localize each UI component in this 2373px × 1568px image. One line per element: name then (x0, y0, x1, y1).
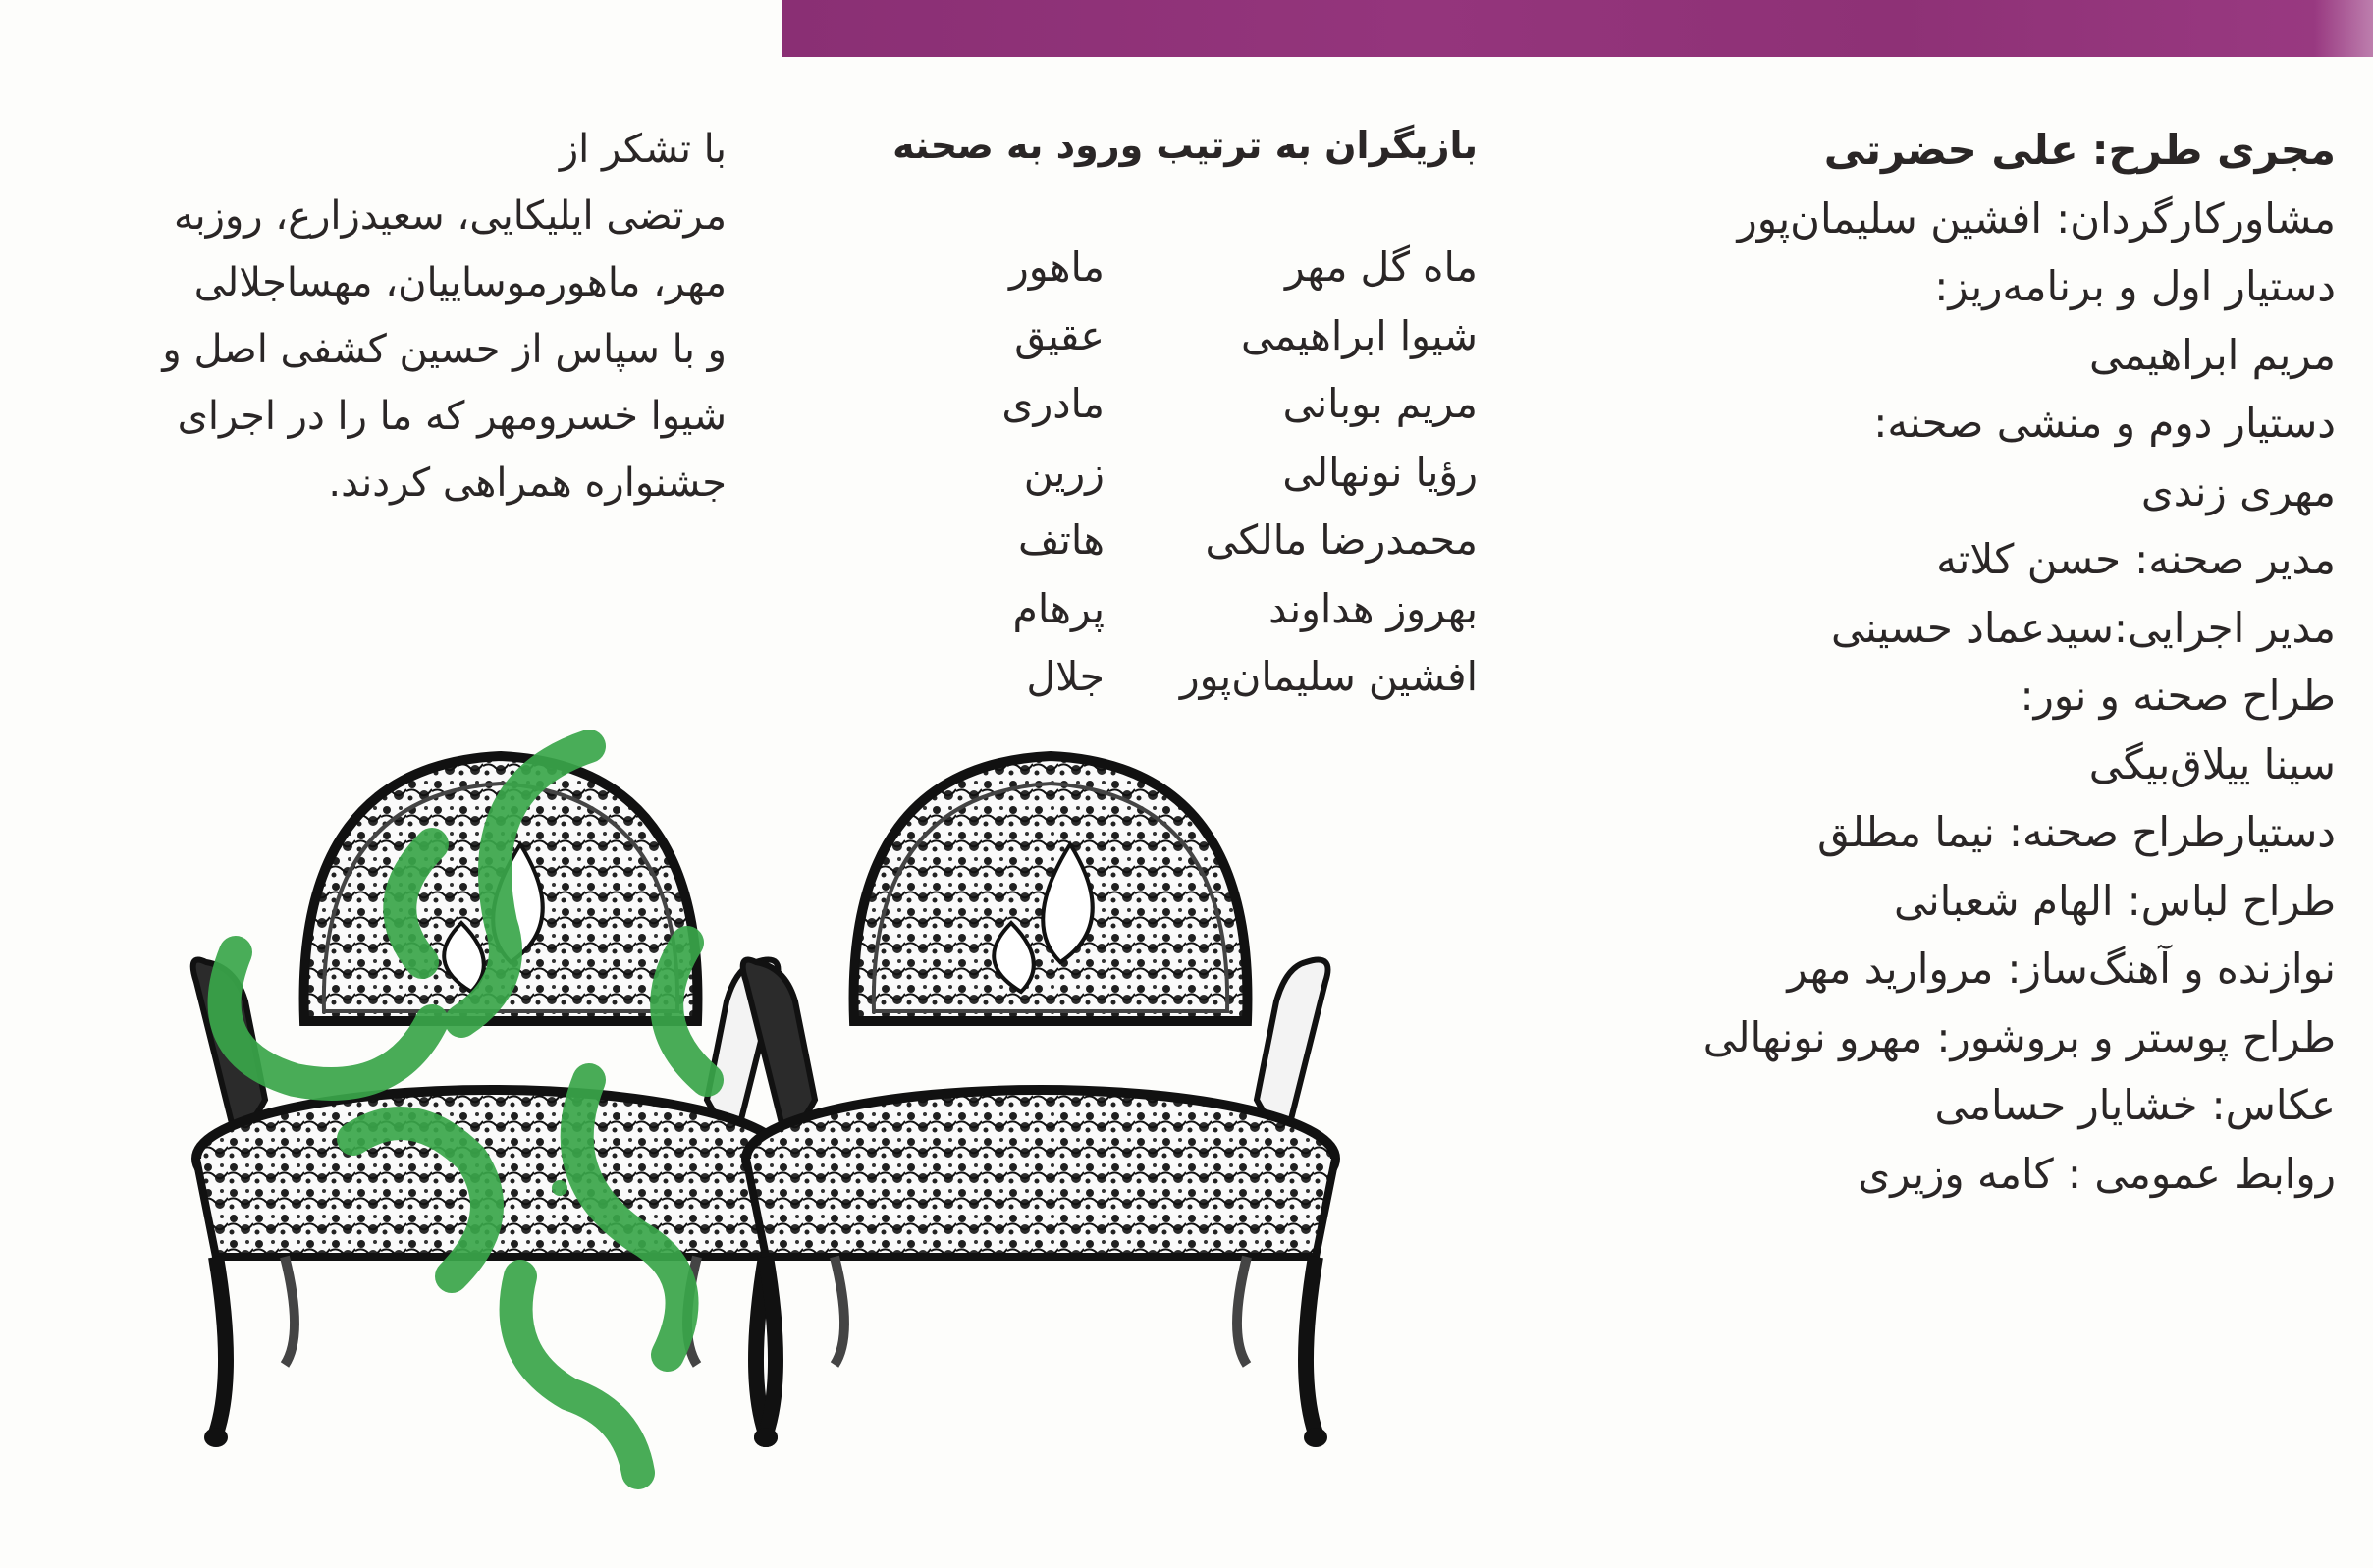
credits-list (1629, 116, 2336, 1208)
cast-character: عقیق (1014, 311, 1105, 359)
acknowledgement-line: مهر، ماهورموساییان، مهساجلالی (193, 260, 727, 305)
credit-name: کامه وزیری (1858, 1149, 2054, 1198)
acknowledgement-line: و با سپاس از حسین کشفی اصل و (162, 327, 727, 372)
credit-line (1629, 1071, 2336, 1140)
cast-row (864, 575, 1478, 644)
credit-name: نیما مطلق (1817, 808, 1995, 856)
credit-line (1629, 730, 2336, 799)
cast-row (864, 439, 1478, 508)
credit-name: مهرو نونهالی (1702, 1012, 1923, 1061)
credit-line (1629, 321, 2336, 390)
cast-actor: شیوا ابراهیمی (1240, 311, 1478, 359)
cast-actor: بهروز هداوند (1268, 584, 1478, 632)
cast-actor: محمدرضا مالکی (1205, 516, 1478, 564)
cast-character: زرین (1023, 448, 1105, 496)
acknowledgement-line: مرتضی ایلیکایی، سعیدزارع، روزبه (174, 193, 727, 239)
credit-role: مدیر اجرایی: (2113, 603, 2336, 652)
credit-role: عکاس: (2211, 1081, 2336, 1129)
credit-role: طراح لباس: (2127, 876, 2336, 925)
armchairs-illustration (177, 727, 1355, 1492)
credit-line (1629, 389, 2336, 458)
top-color-band (782, 0, 2373, 57)
cast-row (864, 370, 1478, 439)
cast-character: ماهور (1008, 243, 1105, 291)
cast-actor: ماه گل مهر (1284, 243, 1478, 291)
credit-role: طراح پوستر و بروشور: (1936, 1012, 2336, 1061)
credit-line (1629, 662, 2336, 730)
credit-name: الهام شعبانی (1893, 876, 2114, 925)
credit-line (1629, 1003, 2336, 1072)
credit-name: سیدعماد حسینی (1831, 603, 2114, 652)
credit-name: مریم ابراهیمی (2089, 330, 2336, 379)
credit-role: دستیار اول و برنامه‌ریز: (1934, 262, 2336, 310)
acknowledgement-line: جشنواره همراهی کردند. (328, 460, 727, 506)
credit-role: نوازنده و آهنگ‌ساز: (2007, 945, 2336, 993)
credit-line (1629, 935, 2336, 1003)
cast-list (864, 116, 1478, 712)
cast-actor: مریم بوبانی (1282, 380, 1478, 427)
cast-title: بازیگران به ترتیب ورود به صحنه (892, 124, 1478, 167)
credit-line (1629, 525, 2336, 594)
cast-character: پرهام (1012, 584, 1105, 632)
cast-row (864, 507, 1478, 575)
credit-name: افشین سلیمان‌پور (1737, 193, 2043, 243)
credit-line (1629, 185, 2336, 253)
acknowledgement-line: شیوا خسرومهر که ما را در اجرای (177, 394, 727, 439)
credit-name: مروارید مهر (1787, 945, 1994, 993)
credit-line (1629, 252, 2336, 321)
cast-character: جلال (1026, 653, 1105, 700)
right-armchair (743, 756, 1335, 1447)
credit-line (1629, 116, 2336, 185)
credit-name: علی حضرتی (1823, 126, 2078, 174)
cast-actor: رؤیا نونهالی (1282, 448, 1478, 496)
cast-row (864, 302, 1478, 371)
credit-line (1629, 458, 2336, 526)
credit-role: طراح صحنه و نور: (2020, 672, 2336, 720)
credit-name: حسن کلاته (1936, 535, 2122, 583)
cast-row (864, 643, 1478, 712)
acknowledgement-line: با تشکر از (559, 127, 727, 172)
credit-name: مهری زندی (2140, 466, 2336, 515)
cast-actor: افشین سلیمان‌پور (1179, 653, 1478, 700)
credit-name: سینا ییلاق‌بیگی (2088, 739, 2336, 788)
credit-line (1629, 1140, 2336, 1209)
credit-role: مشاورکارگردان: (2056, 193, 2336, 243)
credit-role: روابط عمومی : (2067, 1149, 2336, 1198)
credit-line (1629, 867, 2336, 936)
credit-line (1629, 594, 2336, 663)
credit-role: دستیارطراح صحنه: (2008, 808, 2336, 856)
cast-character: هاتف (1018, 516, 1105, 564)
credit-role: دستیار دوم و منشی صحنه: (1873, 399, 2336, 447)
credit-role: مجری طرح: (2091, 126, 2336, 174)
credit-name: خشایار حسامی (1934, 1081, 2198, 1129)
credit-role: مدیر صحنه: (2134, 535, 2336, 583)
credit-line (1629, 798, 2336, 867)
cast-character: مادری (1001, 380, 1105, 427)
cast-row (864, 234, 1478, 302)
acknowledgements (79, 116, 727, 516)
